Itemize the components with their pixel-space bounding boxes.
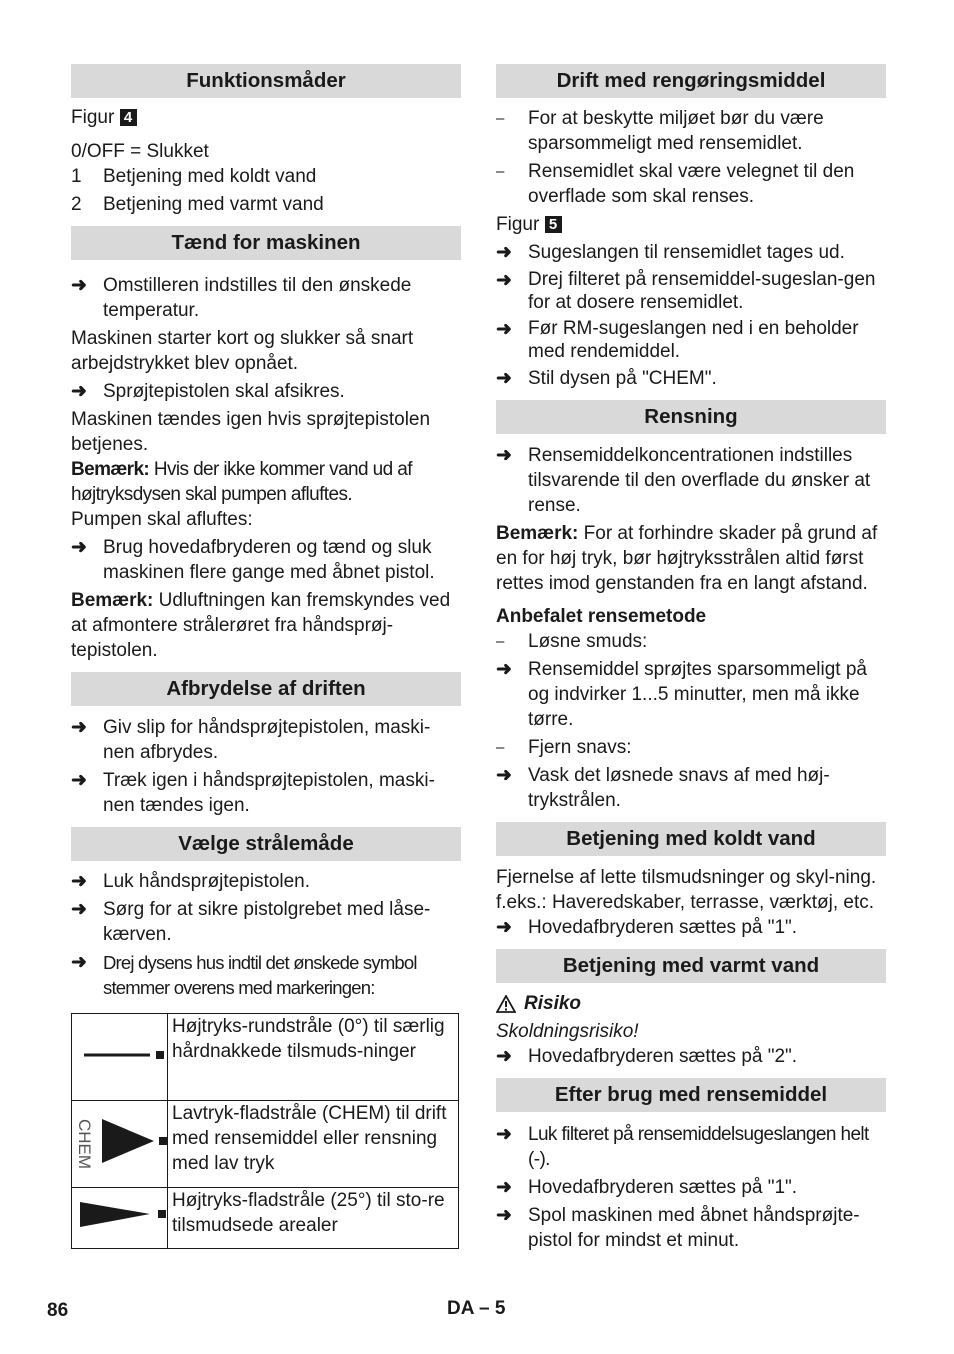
- dash-item: – Rensemidlet skal være velegnet til den overflade som skal renses.: [496, 161, 855, 207]
- step-item: ➜ Rensemiddel sprøjtes sparsommeligt på og indvirker 1...5 minutter, men må ikke tørre.: [496, 659, 867, 730]
- arrow-right-icon: ➜: [71, 770, 87, 791]
- arrow-right-icon: ➜: [496, 1046, 512, 1067]
- description-cell: Højtryks-rundstråle (0°) til særlig hårdnakkede tilsmuds-ninger: [168, 1014, 459, 1101]
- section-heading-rensning: Rensning: [496, 400, 886, 434]
- step-item: ➜ Drej dysens hus indtil det ønskede symbol stemmer overens med markeringen:: [71, 952, 417, 998]
- figure-number-badge: 4: [120, 109, 137, 126]
- arrow-right-icon: ➜: [496, 917, 512, 938]
- subheading: Anbefalet rensemetode: [496, 606, 707, 627]
- note: Bemærk: Hvis der ikke kommer vand ud af højtryksdysen skal pumpen afluftes.: [71, 459, 412, 505]
- section-footer: DA – 5: [447, 1298, 506, 1319]
- step-item: ➜ Spol maskinen med åbnet håndsprøjte-pistol for mindst et minut.: [496, 1205, 860, 1251]
- arrow-right-icon: ➜: [71, 952, 87, 973]
- dash-bullet: –: [496, 163, 505, 180]
- section-heading-koldt: Betjening med koldt vand: [496, 822, 886, 856]
- flat-jet-icon: [72, 1188, 167, 1241]
- step-item: ➜ Sørg for at sikre pistolgrebet med låse-kærven.: [71, 899, 431, 945]
- section-heading-funktionsmaader: Funktionsmåder: [71, 64, 461, 98]
- description-cell: Højtryks-fladstråle (25°) til sto-re tilsmudsede arealer: [168, 1188, 459, 1249]
- arrow-right-icon: ➜: [496, 765, 512, 786]
- figure-label: Figur: [496, 214, 540, 235]
- step-item: ➜ Brug hovedafbryderen og tænd og sluk maskinen flere gange med åbnet pistol.: [71, 537, 435, 583]
- section-heading-varmt: Betjening med varmt vand: [496, 949, 886, 983]
- table-row: [72, 1101, 459, 1188]
- step-item: ➜ Hovedafbryderen sættes på "1".: [496, 917, 798, 938]
- arrow-right-icon: ➜: [496, 1124, 512, 1145]
- step-item: ➜ Hovedafbryderen sættes på "1".: [496, 1177, 798, 1198]
- dash-bullet: –: [496, 110, 505, 127]
- arrow-right-icon: ➜: [71, 871, 87, 892]
- step-item: ➜ Luk filteret på rensemiddelsugeslangen helt (-).: [496, 1124, 869, 1170]
- description-cell: Lavtryk-fladstråle (CHEM) til drift med rensemiddel eller rensning med lav tryk: [168, 1101, 459, 1188]
- dash-item: – For at beskytte miljøet bør du være sparsommeligt med rensemidlet.: [496, 108, 824, 154]
- arrow-right-icon: ➜: [71, 275, 87, 296]
- step-item: ➜ Sugeslangen til rensemidlet tages ud.: [496, 242, 845, 263]
- step-item: ➜ Sprøjtepistolen skal afsikres.: [71, 381, 345, 402]
- arrow-right-icon: ➜: [496, 1205, 512, 1226]
- section-heading-taend: Tænd for maskinen: [71, 226, 461, 260]
- dash-bullet: –: [496, 739, 505, 756]
- step-item: ➜ Før RM-sugeslangen ned i en beholder med rendemiddel.: [496, 318, 859, 362]
- arrow-right-icon: ➜: [496, 445, 512, 466]
- arrow-right-icon: ➜: [496, 319, 512, 340]
- figure-label: Figur: [71, 107, 115, 128]
- figure-number-badge: 5: [545, 216, 562, 233]
- paragraph: Pumpen skal afluftes:: [71, 509, 253, 530]
- note: Bemærk: For at forhindre skader på grund af en for høj tryk, bør højtryksstrålen altid først rettes imod genstanden fra en langt afstand.: [496, 523, 878, 594]
- dash-item: – Fjern snavs:: [496, 737, 632, 758]
- figure-reference: [71, 105, 461, 130]
- symbol-cell: [72, 1014, 168, 1101]
- symbol-cell: [72, 1101, 168, 1188]
- step-item: ➜ Rensemiddelkoncentrationen indstilles tilsvarende til den overflade du ønsker at rense.: [496, 445, 871, 516]
- figure-reference: [496, 212, 886, 237]
- note: Bemærk: Udluftningen kan fremskyndes ved at afmontere strålerøret fra håndsprøj-tepistolen.: [71, 590, 451, 661]
- dash-item: – Løsne smuds:: [496, 631, 648, 652]
- right-column: [496, 64, 886, 1253]
- chem-symbol-label: CHEM: [75, 1119, 94, 1169]
- step-item: ➜ Omstilleren indstilles til den ønskede temperatur.: [71, 275, 412, 321]
- paragraph: Maskinen tændes igen hvis sprøjtepistolen betjenes.: [71, 409, 431, 455]
- arrow-right-icon: ➜: [496, 659, 512, 680]
- arrow-right-icon: ➜: [71, 717, 87, 738]
- arrow-right-icon: ➜: [496, 1177, 512, 1198]
- arrow-right-icon: ➜: [71, 899, 87, 920]
- paragraph: Maskinen starter kort og slukker så snart arbejdstrykket blev opnået.: [71, 328, 414, 374]
- page-number: 86: [47, 1300, 69, 1321]
- chem-jet-icon: [72, 1101, 167, 1180]
- arrow-right-icon: ➜: [496, 270, 512, 291]
- step-item: ➜ Vask det løsnede snavs af med høj-trykstrålen.: [496, 765, 830, 811]
- section-heading-vaelge: Vælge strålemåde: [71, 827, 461, 861]
- step-item: ➜ Luk håndsprøjtepistolen.: [71, 871, 311, 892]
- step-item: ➜ Træk igen i håndsprøjtepistolen, maski-nen tændes igen.: [71, 770, 435, 816]
- table-row: [72, 1188, 459, 1249]
- paragraph: Fjernelse af lette tilsmudsninger og skyl-ning. f.eks.: Haveredskaber, terrasse, værktøj, etc.: [496, 867, 877, 913]
- arrow-right-icon: ➜: [71, 381, 87, 402]
- warning-triangle-icon: [496, 995, 516, 1013]
- left-column: [71, 64, 461, 1249]
- arrow-right-icon: ➜: [496, 242, 512, 263]
- dash-bullet: –: [496, 633, 505, 650]
- arrow-right-icon: ➜: [71, 537, 87, 558]
- arrow-right-icon: ➜: [496, 368, 512, 389]
- step-item: ➜ Drej filteret på rensemiddel-sugeslan-gen for at dosere rensemidlet.: [496, 269, 876, 313]
- warning-text: Skoldningsrisiko!: [496, 1021, 639, 1042]
- nozzle-table: [71, 1013, 459, 1249]
- symbol-cell: [72, 1188, 168, 1249]
- table-row: [72, 1014, 459, 1101]
- section-heading-efter: Efter brug med rensemiddel: [496, 1078, 886, 1112]
- list-item: 2 Betjening med varmt vand: [71, 194, 324, 215]
- step-item: ➜ Stil dysen på "CHEM".: [496, 368, 717, 389]
- section-heading-afbrydelse: Afbrydelse af driften: [71, 672, 461, 706]
- list-item: 1 Betjening med koldt vand: [71, 166, 317, 187]
- off-line: 0/OFF = Slukket: [71, 141, 209, 162]
- section-heading-drift: Drift med rengøringsmiddel: [496, 64, 886, 98]
- step-item: ➜ Hovedafbryderen sættes på "2".: [496, 1046, 798, 1067]
- step-item: ➜ Giv slip for håndsprøjtepistolen, maski-nen afbrydes.: [71, 717, 431, 763]
- warning-label: Risiko: [496, 991, 886, 1016]
- round-jet-icon: [72, 1014, 167, 1093]
